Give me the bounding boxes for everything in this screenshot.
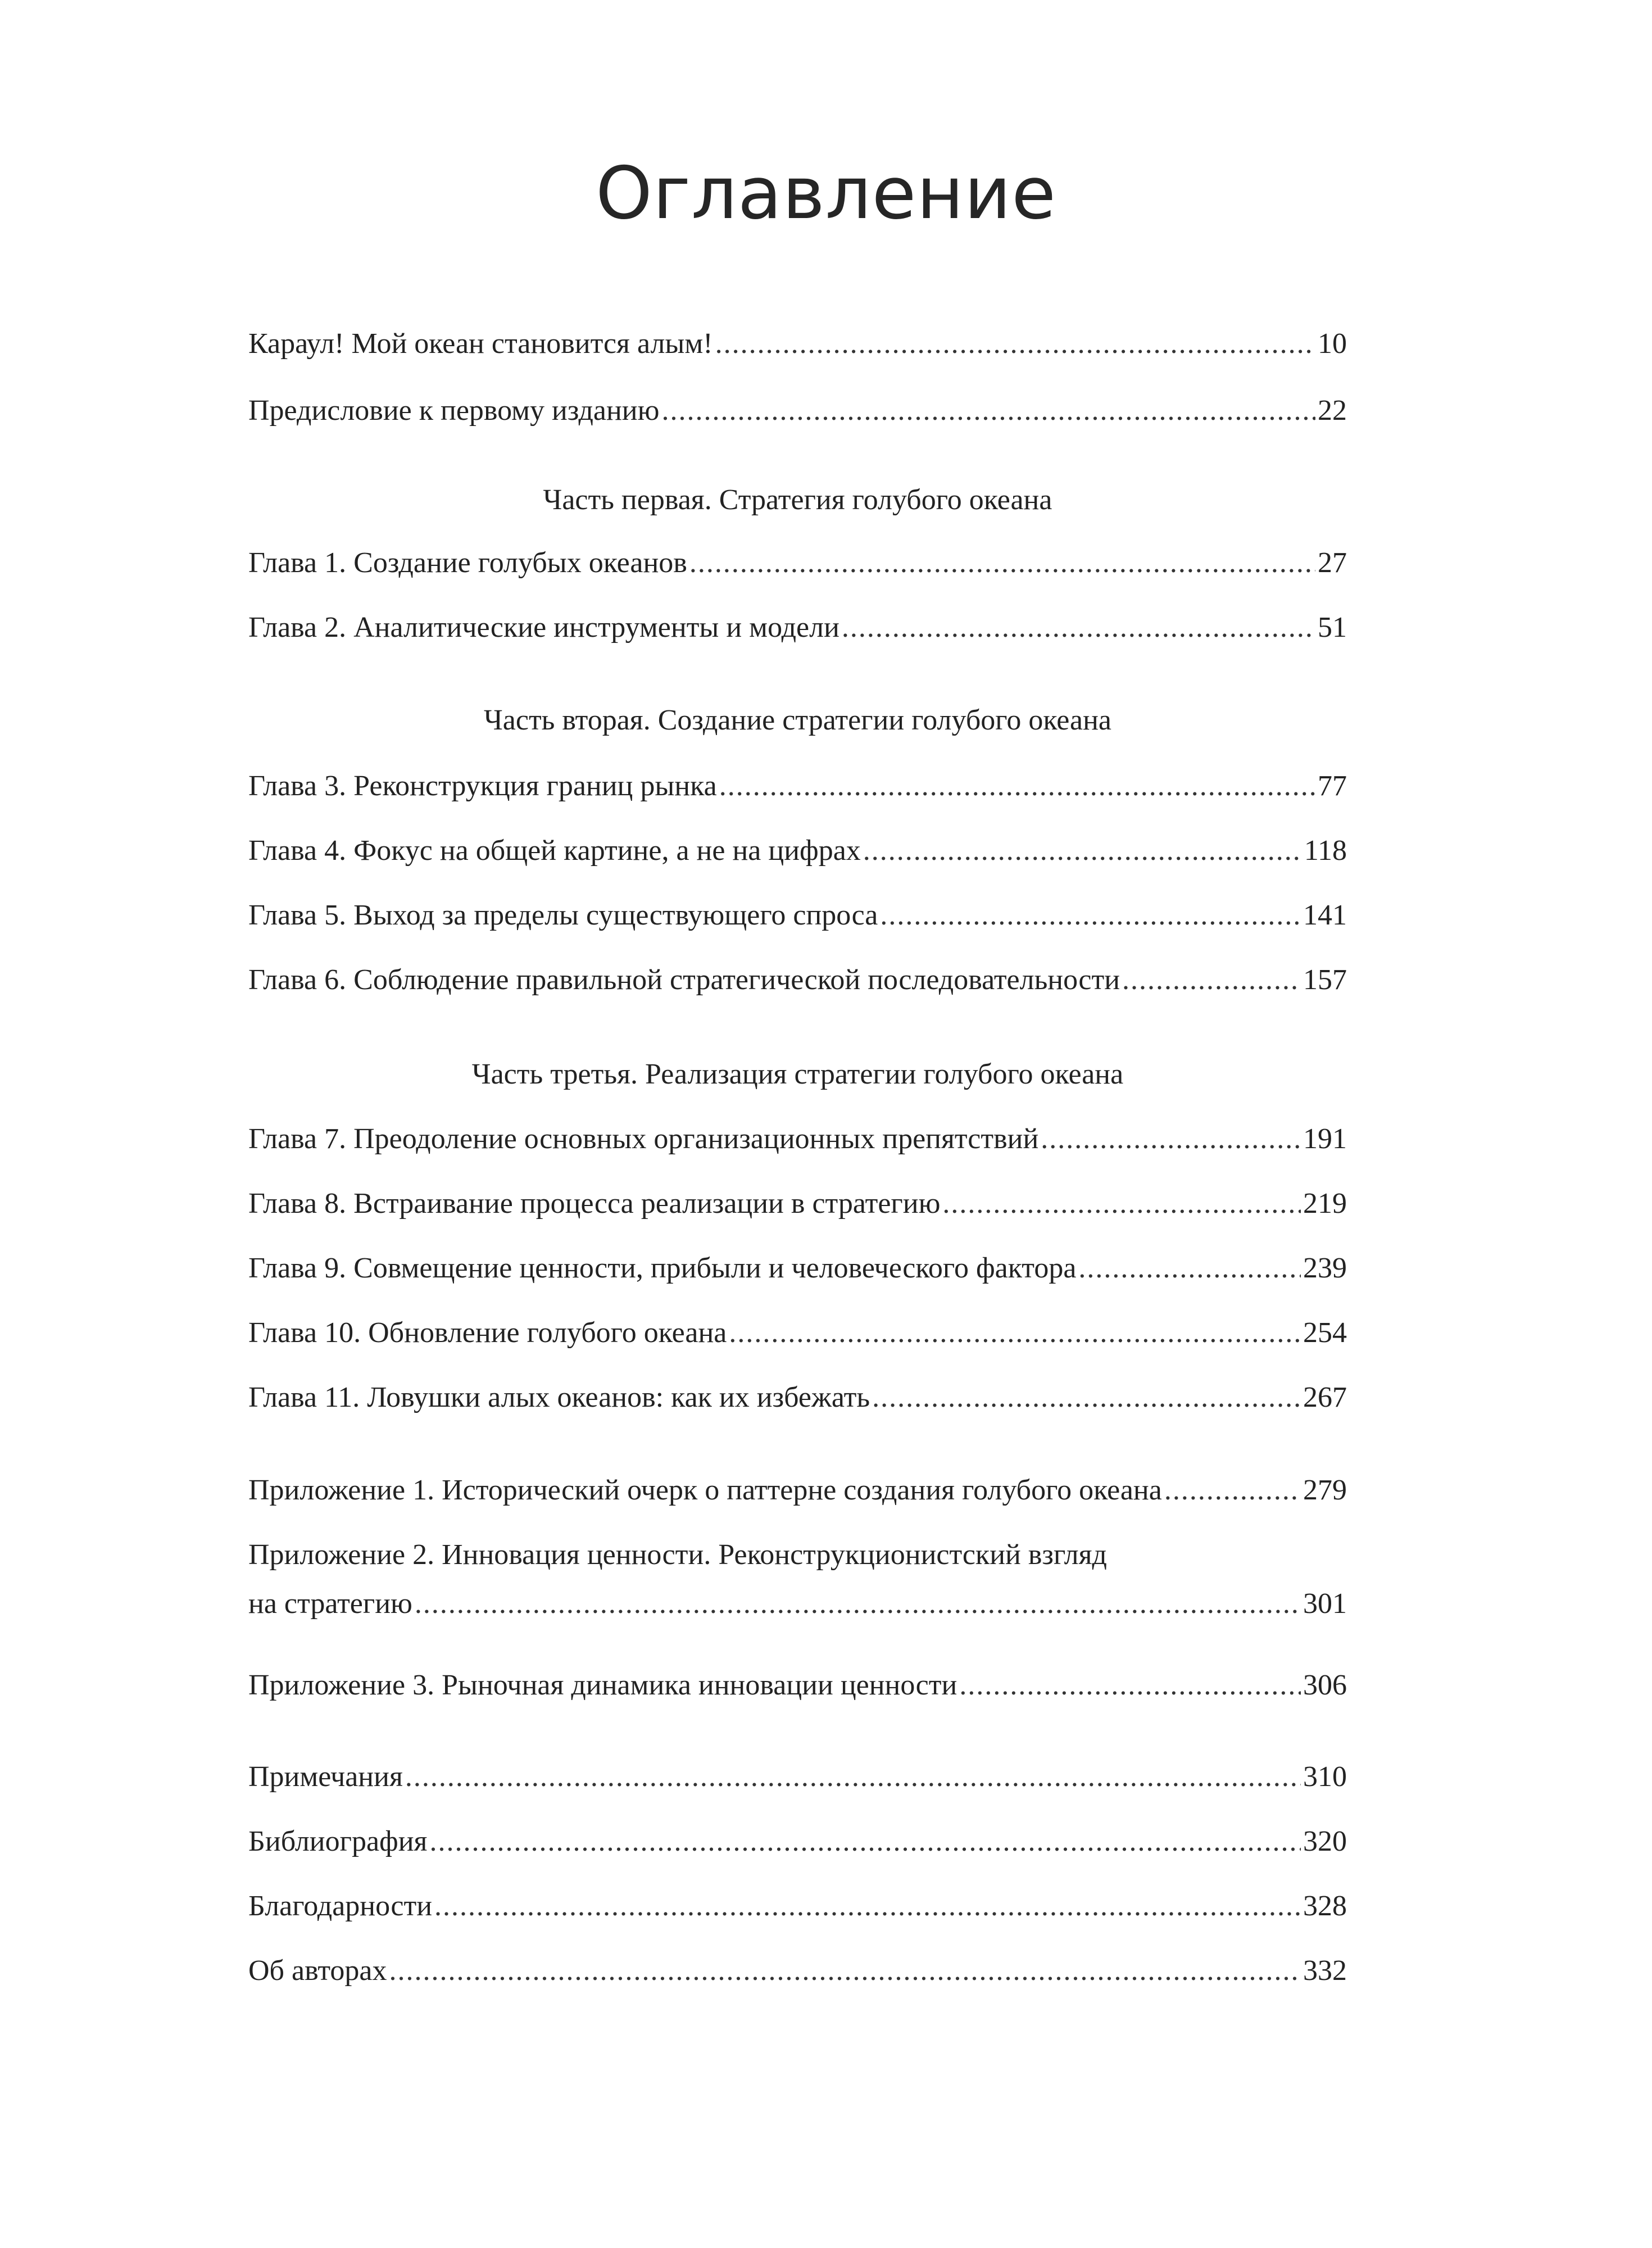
toc-entry-chapter[interactable] (248, 1250, 1347, 1286)
dot-leader (405, 1759, 1301, 1795)
toc-entry-chapter[interactable] (248, 1380, 1347, 1416)
dot-leader (715, 326, 1315, 362)
toc-entry-chapter[interactable] (248, 1186, 1347, 1222)
toc-entry-page: 10 (1318, 328, 1347, 360)
toc-entry-chapter[interactable] (248, 962, 1347, 998)
dot-leader (719, 768, 1315, 804)
toc-entry-appendix[interactable] (248, 1472, 1347, 1508)
toc-entry-authors[interactable] (248, 1953, 1347, 1989)
toc-entry-label: Глава 1. Создание голубых океанов (248, 547, 687, 579)
dot-leader (1164, 1472, 1301, 1508)
dot-leader (389, 1953, 1301, 1989)
toc-entry-label: Библиография (248, 1825, 428, 1857)
dot-leader (872, 1380, 1301, 1416)
toc-entry-page: 51 (1318, 611, 1347, 643)
dot-leader (1122, 962, 1301, 998)
toc-entry-page: 320 (1303, 1825, 1347, 1857)
toc-entry-label: Глава 6. Соблюдение правильной стратегической последовательности (248, 964, 1120, 996)
toc-entry-page: 22 (1318, 395, 1347, 427)
toc-entry-label: Приложение 1. Исторический очерк о паттерне создания голубого океана (248, 1474, 1162, 1506)
toc-entry-label-continued: на стратегию (248, 1588, 412, 1620)
toc-entry-chapter[interactable] (248, 545, 1347, 581)
toc-entry-page: 118 (1304, 835, 1347, 867)
toc-entry-page: 157 (1303, 964, 1347, 996)
dot-leader (434, 1888, 1301, 1924)
toc-entry-label: Приложение 3. Рыночная динамика инновации ценности (248, 1669, 957, 1701)
toc-entry-page: 239 (1303, 1252, 1347, 1284)
toc-entry-acknowledgements[interactable] (248, 1888, 1347, 1924)
toc-entry-page: 27 (1318, 547, 1347, 579)
toc-entry-page: 191 (1303, 1123, 1347, 1155)
dot-leader (1041, 1121, 1301, 1157)
toc-entry-label: Благодарности (248, 1890, 433, 1922)
toc-entry-page: 267 (1303, 1381, 1347, 1413)
toc-entry-label: Глава 10. Обновление голубого океана (248, 1317, 727, 1349)
toc-entry-label: Глава 5. Выход за пределы существующего спроса (248, 899, 878, 931)
toc-entry-chapter[interactable] (248, 833, 1347, 869)
dot-leader (429, 1824, 1301, 1860)
toc-entry-page: 328 (1303, 1890, 1347, 1922)
toc-entry-label: Глава 8. Встраивание процесса реализации в стратегию (248, 1188, 941, 1220)
dot-leader (415, 1586, 1301, 1622)
toc-entry-page: 77 (1318, 770, 1347, 802)
toc-entry-page: 219 (1303, 1188, 1347, 1220)
toc-entry-chapter[interactable] (248, 610, 1347, 646)
dot-leader (689, 545, 1315, 581)
toc-entry-label: Примечания (248, 1761, 403, 1793)
toc-entry-page: 306 (1303, 1669, 1347, 1701)
dot-leader (661, 393, 1315, 429)
toc-entry-page: 310 (1303, 1761, 1347, 1793)
toc-entry-chapter[interactable] (248, 768, 1347, 804)
toc-entry-chapter[interactable] (248, 1315, 1347, 1351)
toc-entry-appendix[interactable] (248, 1537, 1347, 1622)
toc-entry-label: Приложение 2. Инновация ценности. Реконструкционистский взгляд (248, 1539, 1107, 1571)
toc-entry-bibliography[interactable] (248, 1824, 1347, 1860)
toc-entry-label: Глава 4. Фокус на общей картине, а не на цифрах (248, 835, 861, 867)
toc-entry-notes[interactable] (248, 1759, 1347, 1795)
dot-leader (880, 898, 1301, 933)
toc-entry-appendix[interactable] (248, 1667, 1347, 1703)
dot-leader (729, 1315, 1301, 1351)
toc-entry-page: 141 (1303, 899, 1347, 931)
toc-entry-page: 279 (1303, 1474, 1347, 1506)
toc-entry-foreword-new[interactable] (248, 326, 1347, 362)
toc-entry-label: Глава 7. Преодоление основных организационных препятствий (248, 1123, 1039, 1155)
toc-entry-page: 254 (1303, 1317, 1347, 1349)
toc-entry-chapter[interactable] (248, 1121, 1347, 1157)
toc-entry-label: Караул! Мой океан становится алым! (248, 328, 713, 360)
part-heading: Часть первая. Стратегия голубого океана (543, 484, 1052, 516)
toc-entry-label: Предисловие к первому изданию (248, 395, 660, 427)
part-heading: Часть вторая. Создание стратегии голубого океана (484, 704, 1111, 736)
part-heading: Часть третья. Реализация стратегии голубого океана (471, 1058, 1124, 1090)
toc-entry-label: Об авторах (248, 1955, 387, 1987)
toc-entry-foreword-first[interactable] (248, 393, 1347, 429)
toc-entry-label: Глава 9. Совмещение ценности, прибыли и человеческого фактора (248, 1252, 1077, 1284)
dot-leader (1078, 1250, 1301, 1286)
dot-leader (959, 1667, 1301, 1703)
dot-leader (863, 833, 1302, 869)
toc-entry-page: 332 (1303, 1955, 1347, 1987)
dot-leader (842, 610, 1315, 646)
toc-entry-page: 301 (1303, 1588, 1347, 1620)
toc-entry-label: Глава 2. Аналитические инструменты и модели (248, 611, 839, 643)
toc-entry-chapter[interactable] (248, 898, 1347, 933)
toc-entry-label: Глава 3. Реконструкция границ рынка (248, 770, 717, 802)
toc-entry-label: Глава 11. Ловушки алых океанов: как их избежать (248, 1381, 870, 1413)
page-title: Оглавление (596, 152, 1056, 235)
dot-leader (942, 1186, 1301, 1222)
